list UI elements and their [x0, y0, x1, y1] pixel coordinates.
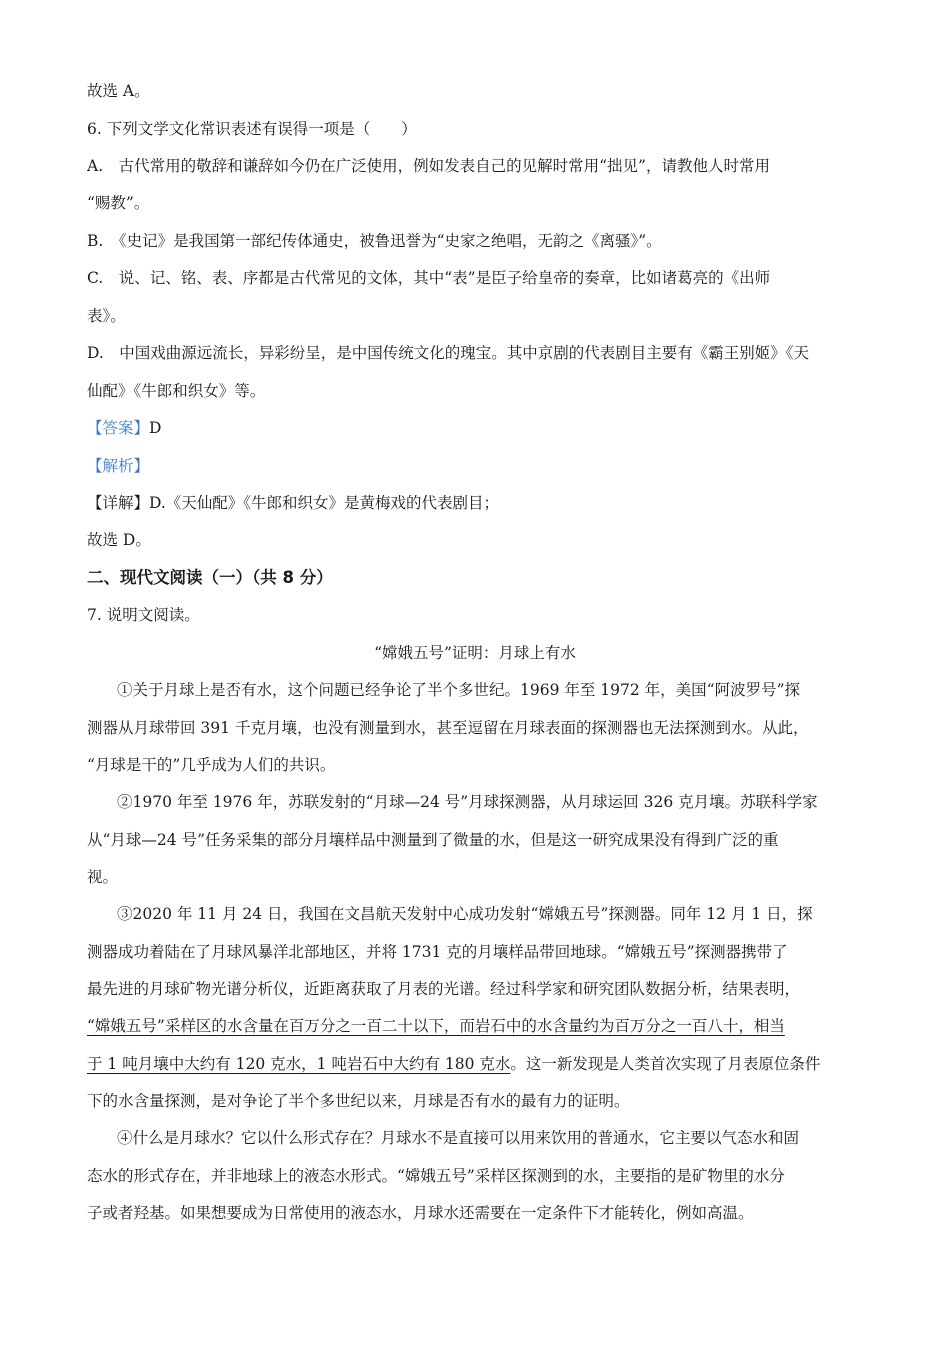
q6-answer [87, 417, 863, 439]
q6-conclusion: 故选 D。 [87, 531, 151, 549]
paragraph-3-line6: 下的水含量探测，是对争论了半个多世纪以来，月球是否有水的最有力的证明。 [87, 1092, 630, 1110]
q6-option-a-line2: “赐教”。 [87, 194, 150, 212]
q6-stem: 6. 下列文学文化常识表述有误得一项是（ ） [87, 120, 417, 138]
paragraph-3-line5 [87, 1053, 863, 1075]
q6-option-a-line1: A. 古代常用的敬辞和谦辞如今仍在广泛使用，例如发表自己的见解时常用“拙见”，请教他人时常用 [87, 157, 770, 175]
paragraph-1-line1: ①关于月球上是否有水，这个问题已经争论了半个多世纪。1969 年至 1972 年，美国“阿波罗号”探 [117, 681, 801, 699]
q6-detail: 【详解】D.《天仙配》《牛郎和织女》是黄梅戏的代表剧目； [87, 494, 500, 512]
paragraph-3-line3: 最先进的月球矿物光谱分析仪，近距离获取了月表的光谱。经过科学家和研究团队数据分析，结果表明， [87, 980, 801, 998]
answer-value: D [149, 419, 162, 437]
paragraph-2-line1: ②1970 年至 1976 年，苏联发射的“月球—24 号”月球探测器，从月球运回 326 克月壤。苏联科学家 [117, 793, 818, 811]
q6-option-d-line2: 仙配》《牛郎和织女》等。 [87, 382, 266, 400]
q6-option-c-line2: 表》。 [87, 307, 126, 325]
analysis-label: 【解析】 [87, 457, 150, 475]
paragraph-4-line2: 态水的形式存在，并非地球上的液态水形式。“嫦娥五号”采样区探测到的水，主要指的是矿物里的水分 [87, 1167, 785, 1185]
paragraph-2-line2: 从“月球—24 号”任务采集的部分月壤样品中测量到了微量的水，但是这一研究成果没有得到广泛的重 [87, 831, 779, 849]
paragraph-3-line5-rest: 。这一新发现是人类首次实现了月表原位条件 [510, 1055, 821, 1073]
q6-option-c-line1: C. 说、记、铭、表、序都是古代常见的文体，其中“表”是臣子给皇帝的奏章，比如诸葛亮的《出师 [87, 269, 771, 287]
article-title: “嫦娥五号”证明：月球上有水 [374, 644, 576, 662]
q5-conclusion: 故选 A。 [87, 82, 150, 100]
paragraph-2-line3: 视。 [87, 868, 119, 886]
q6-option-b: B. 《史记》是我国第一部纪传体通史，被鲁迅誉为“史家之绝唱，无韵之《离骚》”。 [87, 232, 662, 250]
paragraph-3-line4-underlined: “嫦娥五号”采样区的水含量在百万分之一百二十以下，而岩石中的水含量约为百万分之一百八十，相当 [87, 1017, 785, 1035]
paragraph-3-line1: ③2020 年 11 月 24 日，我国在文昌航天发射中心成功发射“嫦娥五号”探测器。同年 12 月 1 日，探 [117, 905, 813, 923]
paragraph-1-line3: “月球是干的”几乎成为人们的共识。 [87, 756, 336, 774]
paragraph-4-line1: ④什么是月球水？它以什么形式存在？月球水不是直接可以用来饮用的普通水，它主要以气态水和固 [117, 1129, 800, 1147]
q7-stem: 7. 说明文阅读。 [87, 606, 200, 624]
paragraph-4-line3: 子或者羟基。如果想要成为日常使用的液态水，月球水还需要在一定条件下才能转化，例如高温。 [87, 1204, 754, 1222]
paragraph-3-line2: 测器成功着陆在了月球风暴洋北部地区，并将 1731 克的月壤样品带回地球。“嫦娥五号”探测器携带了 [87, 943, 788, 961]
q6-option-d-line1: D. 中国戏曲源远流长，异彩纷呈，是中国传统文化的瑰宝。其中京剧的代表剧目主要有《霸王别姬》《天 [87, 344, 810, 362]
answer-label: 【答案】 [87, 419, 150, 437]
section-heading: 二、现代文阅读（一）（共 8 分） [87, 568, 333, 587]
underlined-sentence: 于 1 吨月壤中大约有 120 克水，1 吨岩石中大约有 180 克水 [87, 1055, 511, 1073]
paragraph-1-line2: 测器从月球带回 391 千克月壤，也没有测量到水，甚至逗留在月球表面的探测器也无法探测到水。从此， [87, 719, 809, 737]
